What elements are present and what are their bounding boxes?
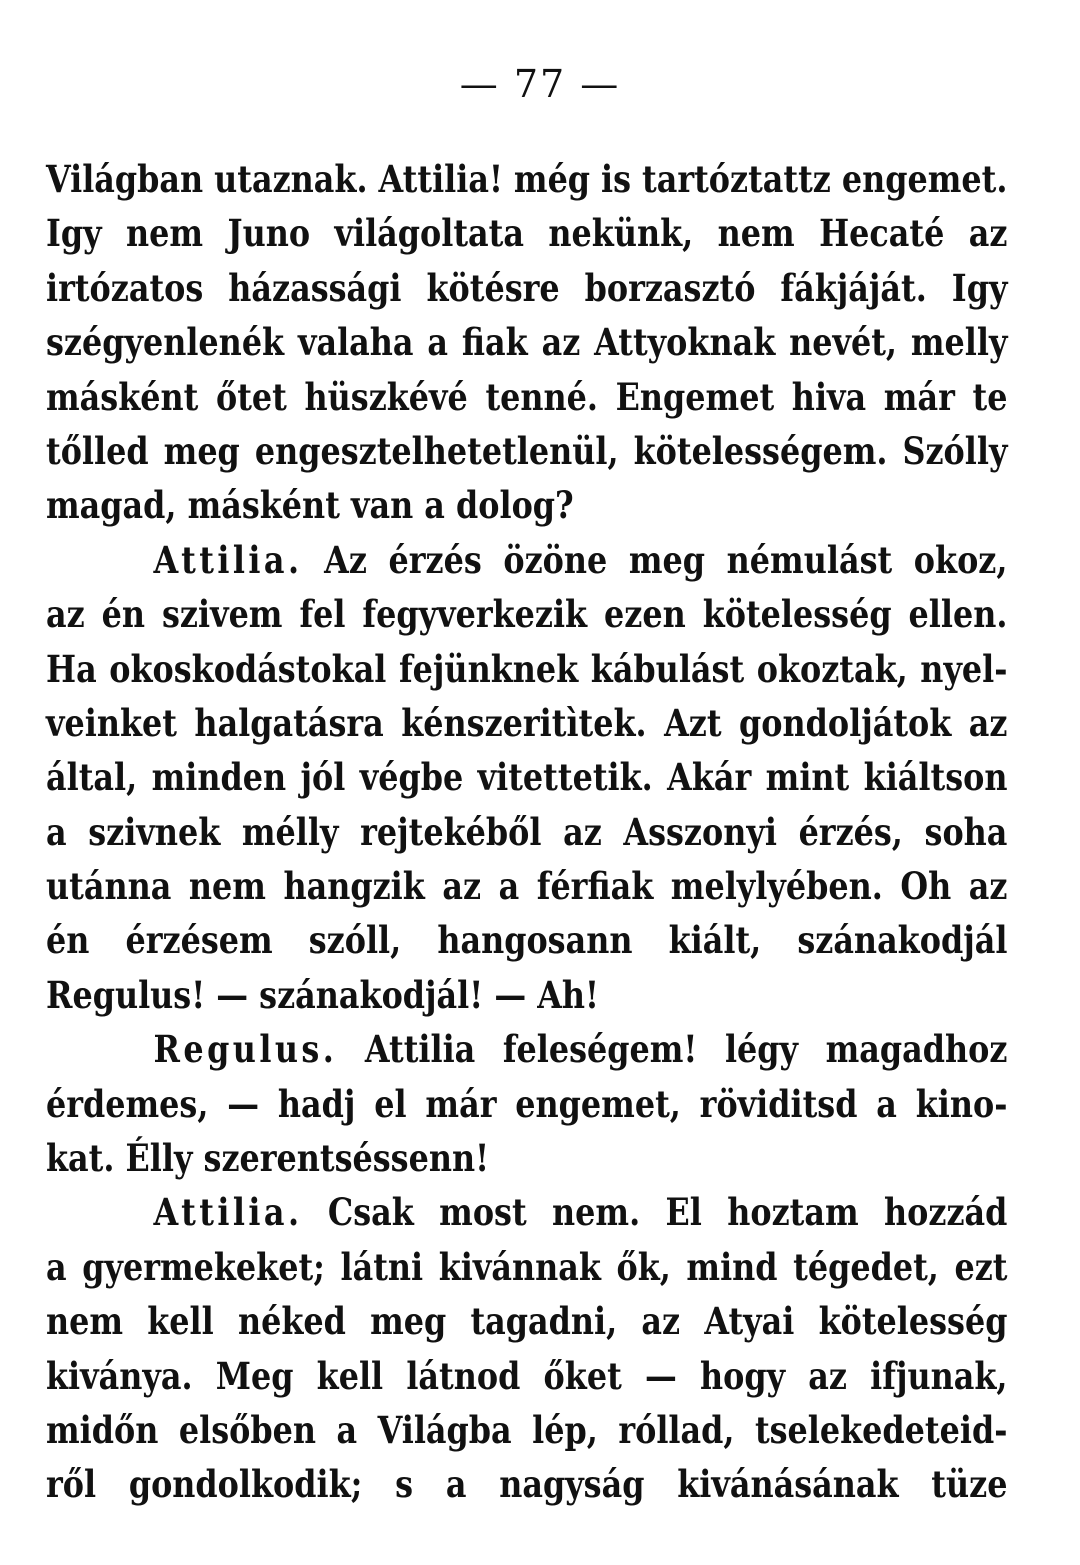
- text-line: szégyenlenék valaha a fiak az Attyoknak nevét, melly: [46, 320, 1008, 365]
- text-line: utánna nem hangzik az a férfiak melylyében. Oh az: [46, 864, 1008, 909]
- text-line: Regulus! — szánakodjál! — Ah!: [46, 972, 600, 1017]
- text-line: Igy nem Juno világoltata nekünk, nem Hecaté az: [46, 211, 1008, 256]
- text-line: nem kell néked meg tagadni, az Atyai kötelesség: [46, 1299, 1008, 1344]
- text-line: midőn elsőben a Világba lép, róllad, tselekedeteid-: [46, 1407, 1008, 1452]
- text-line: az én szivem fel fegyverkezik ezen kötelesség ellen.: [46, 592, 1008, 637]
- text-line: másként őtet hüszkévé tenné. Engemet hiva már te: [46, 374, 1008, 419]
- text-line: a gyermekeket; látni kivánnak ők, mind tégedet, ezt: [46, 1244, 1008, 1289]
- body-text: [46, 152, 1008, 1512]
- text-line: Világban utaznak. Attilia! még is tartóztattz engemet.: [46, 157, 1008, 201]
- text-line: tőlled meg engesztelhetetlenül, kötelességem. Szólly: [46, 428, 1008, 473]
- page-number: — 77 —: [459, 62, 621, 106]
- text-line: én érzésem szóll, hangosann kiált, szánakodjál: [46, 918, 1008, 963]
- text-line: a szivnek mélly rejtekéből az Asszonyi érzés, soha: [46, 809, 1008, 854]
- text-line: Ha okoskodástokal fejünknek kábulást okoztak, nyel-: [46, 646, 1008, 691]
- text-line: érdemes, — hadj el már engemet, röviditsd a kino-: [46, 1081, 1008, 1126]
- text-line: kat. Élly szerentséssenn!: [46, 1136, 490, 1181]
- text-line: által, minden jól végbe vitettetik. Akár mint kiáltson: [46, 755, 1008, 800]
- text-line: magad, másként van a dolog?: [46, 483, 574, 528]
- text-line: Attilia. Az érzés özöne meg némulást okoz,: [153, 537, 1008, 582]
- text-line: irtózatos házassági kötésre borzasztó fákjáját. Igy: [46, 265, 1008, 310]
- text-line: Attilia. Csak most nem. El hoztam hozzád: [153, 1190, 1008, 1235]
- text-line: Regulus. Attilia feleségem! légy magadhoz: [153, 1027, 1008, 1072]
- text-line: ről gondolkodik; s a nagyság kivánásának tüze: [46, 1462, 1008, 1507]
- text-line: kiványa. Meg kell látnod őket — hogy az ifjunak,: [46, 1353, 1008, 1398]
- text-line: veinket halgatásra kénszeritìtek. Azt gondoljátok az: [46, 700, 1008, 745]
